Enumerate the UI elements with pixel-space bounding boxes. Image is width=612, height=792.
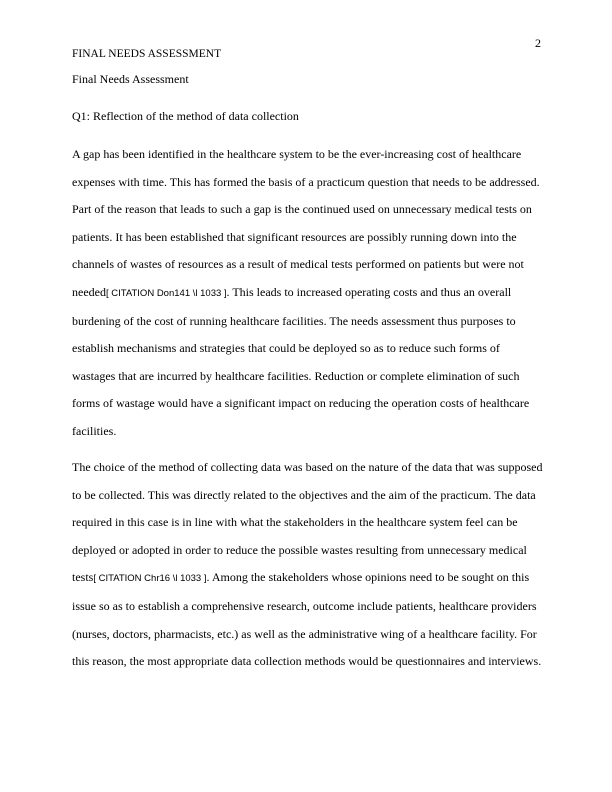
citation-field: [ CITATION Chr16 \l 1033 ] xyxy=(93,573,207,585)
citation-field: [ CITATION Don141 \l 1033 ] xyxy=(105,287,227,299)
running-head: FINAL NEEDS ASSESSMENT xyxy=(72,48,222,60)
document-title: Final Needs Assessment xyxy=(72,72,189,86)
paragraph-2 xyxy=(72,454,544,676)
paragraph-1 xyxy=(72,141,544,446)
section-heading: Q1: Reflection of the method of data collection xyxy=(72,109,299,123)
page-number: 2 xyxy=(535,36,541,50)
paragraph-1-text-a: A gap has been identified in the healthcare system to be the ever-increasing cost of healthcare expenses with time. This has formed the basis of a practicum question that needs to be addressed. Part of the reason that leads to such a gap is the continued used on unnecessary medical tests on patients. It has been established that significant resources are possibly running down into the channels of wastes of resources as a result of medical tests performed on patients but were not needed xyxy=(72,147,540,299)
paragraph-1-text-b: . This leads to increased operating costs and thus an overall burdening of the cost of running healthcare facilities. The needs assessment thus purposes to establish mechanisms and strategies that could be deployed so as to reduce such forms of wastages that are incurred by healthcare facilities. Reduction or complete elimination of such forms of wastage would have a significant impact on reducing the operation costs of healthcare facilities. xyxy=(72,284,530,438)
paragraph-2-text-a: The choice of the method of collecting data was based on the nature of the data that was supposed to be collected. This was directly related to the objectives and the aim of the practicum. The data required in this case is in line with what the stakeholders in the healthcare system feel can be deployed or adopted in order to reduce the possible wastes resulting from unnecessary medical tests xyxy=(72,460,543,585)
paragraph-2-text-b: . Among the stakeholders whose opinions need to be sought on this issue so as to establish a comprehensive research, outcome include patients, healthcare providers (nurses, doctors, pharmacists, etc.) as well as the administrative wing of a healthcare facility. For this reason, the most appropriate data collection methods would be questionnaires and interviews. xyxy=(72,570,542,669)
